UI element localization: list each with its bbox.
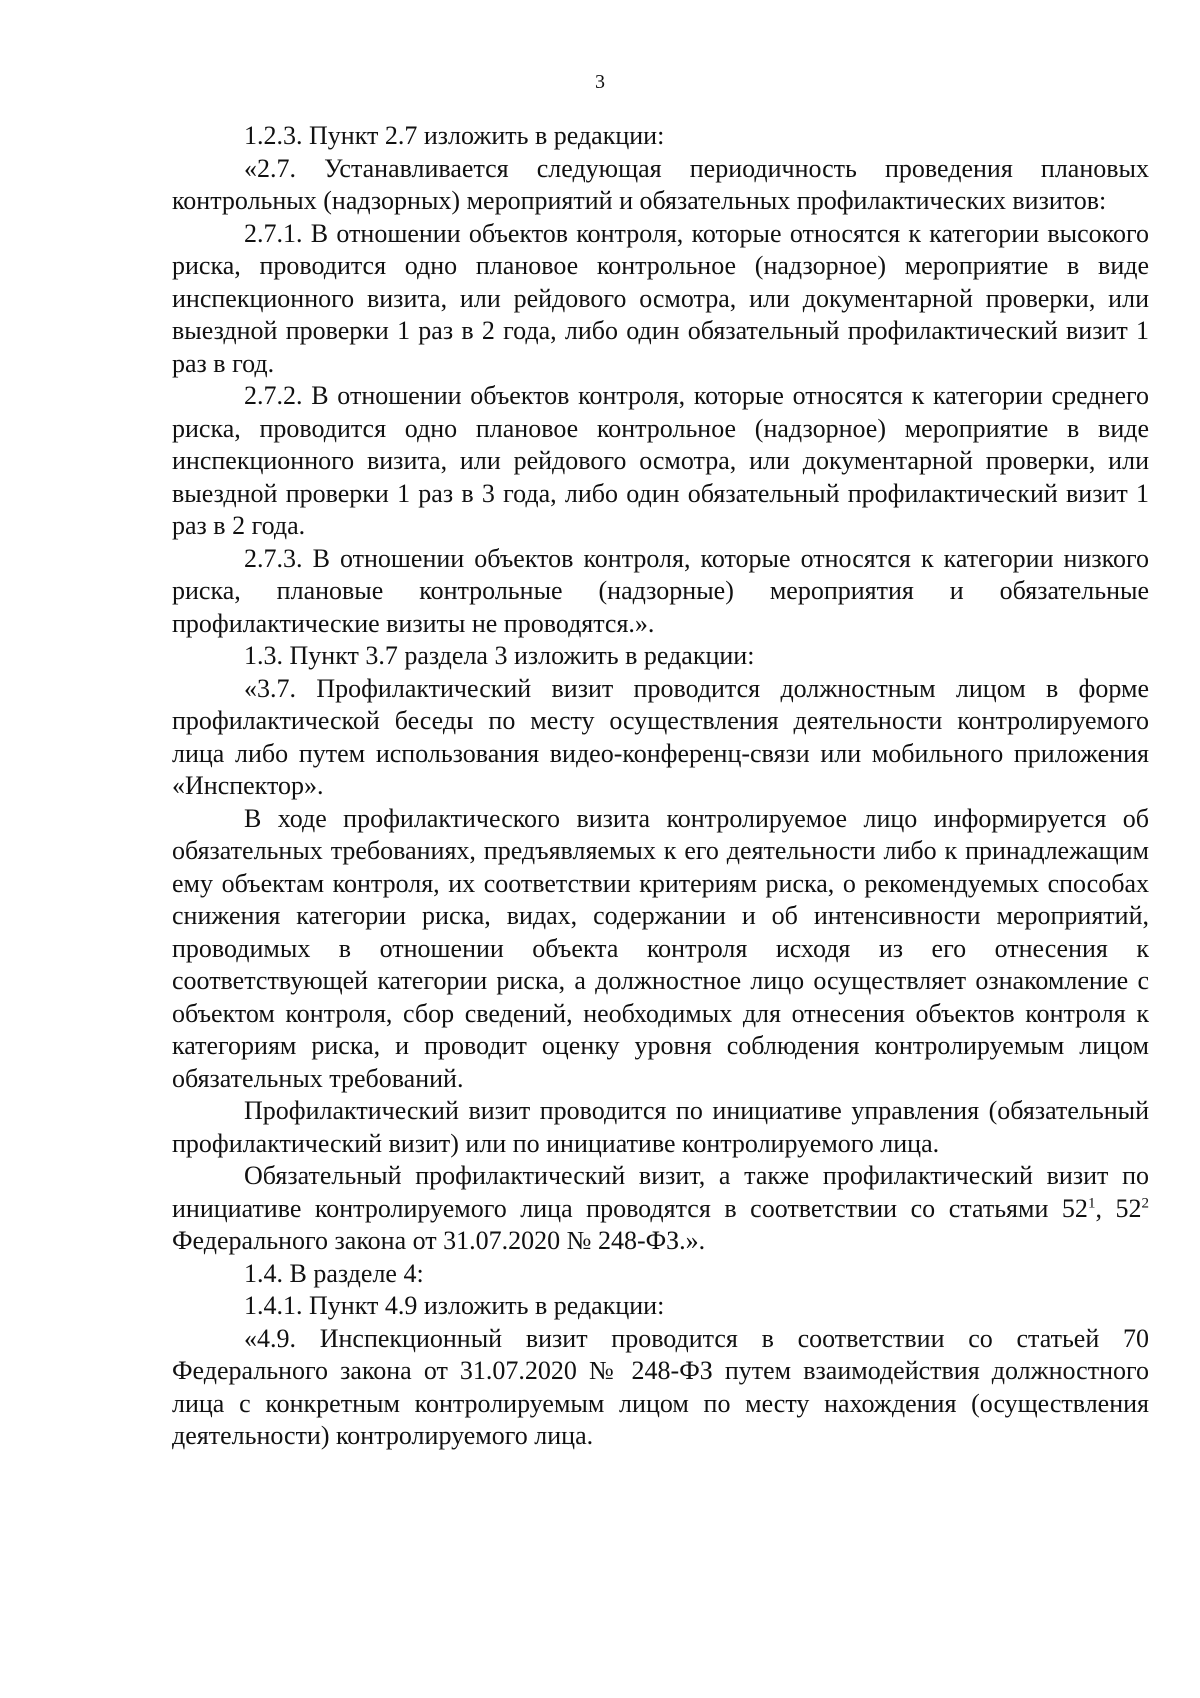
paragraph-1-3: 1.3. Пункт 3.7 раздела 3 изложить в редакции: [244,641,755,670]
paragraph-2-7: «2.7. Устанавливается следующая периодичность проведения плановых контрольных (надзорных) мероприятий и обязательных профилактических визитов: [172,153,1149,215]
paragraph-2-7-3: 2.7.3. В отношении объектов контроля, которые относятся к категории низкого риска, плановые контрольные (надзорные) мероприятия и обязательные профилактические визиты не проводятся.». [172,543,1149,638]
paragraph-visit-info: В ходе профилактического визита контролируемое лицо информируется об обязательных требованиях, предъявляемых к его деятельности либо к принадлежащим ему объектам контроля, их соответствии критериям риска, о рекомендуемых способах снижения категории риска, видах, содержании и об интенсивности мероприятий, проводимых в отношении объекта контроля исходя из его отнесения к соответствующей категории риска, а должностное лицо осуществляет ознакомление с объектом контроля, сбор сведений, необходимых для отнесения объектов контроля к категориям риска, и проводит оценку уровня соблюдения контролируемым лицом обязательных требований. [172,803,1149,1093]
mandatory-visit-text-before: Обязательный профилактический визит, а также профилактический визит по инициативе контролируемого лица проводятся в соответствии со статьями 52 [172,1161,1149,1223]
document-body [172,120,1149,1453]
superscript-2: 2 [1141,1194,1149,1211]
mandatory-visit-text-middle: , 52 [1095,1193,1142,1223]
paragraph-4-9: «4.9. Инспекционный визит проводится в соответствии со статьей 70 Федерального закона от 31.07.2020 № 248-ФЗ путем взаимодействия должностного лица с конкретным контролируемым лицом по месту нахождения (осуществления деятельности) контролируемого лица. [172,1323,1149,1450]
paragraph-1-2-3: 1.2.3. Пункт 2.7 изложить в редакции: [244,121,665,150]
paragraph-3-7: «3.7. Профилактический визит проводится должностным лицом в форме профилактической беседы по месту осуществления деятельности контролируемого лица либо путем использования видео-конференц-связи или мобильного приложения «Инспектор». [172,673,1149,800]
page-number: 3 [595,71,605,93]
mandatory-visit-text-after: Федерального закона от 31.07.2020 № 248-ФЗ.». [172,1226,706,1255]
paragraph-1-4-1: 1.4.1. Пункт 4.9 изложить в редакции: [244,1291,665,1320]
paragraph-1-4: 1.4. В разделе 4: [244,1258,424,1288]
paragraph-visit-initiative: Профилактический визит проводится по инициативе управления (обязательный профилактический визит) или по инициативе контролируемого лица. [172,1096,1149,1158]
paragraph-2-7-1: 2.7.1. В отношении объектов контроля, которые относятся к категории высокого риска, проводится одно плановое контрольное (надзорное) мероприятие в виде инспекционного визита, или рейдового осмотра, или документарной проверки, или выездной проверки 1 раз в 2 года, либо один обязательный профилактический визит 1 раз в год. [172,218,1149,378]
paragraph-mandatory-visit [172,1160,1149,1258]
superscript-1: 1 [1087,1194,1096,1211]
paragraph-2-7-2: 2.7.2. В отношении объектов контроля, которые относятся к категории среднего риска, проводится одно плановое контрольное (надзорное) мероприятие в виде инспекционного визита, или рейдового осмотра, или документарной проверки, или выездной проверки 1 раз в 3 года, либо один обязательный профилактический визит 1 раз в 2 года. [172,381,1149,540]
